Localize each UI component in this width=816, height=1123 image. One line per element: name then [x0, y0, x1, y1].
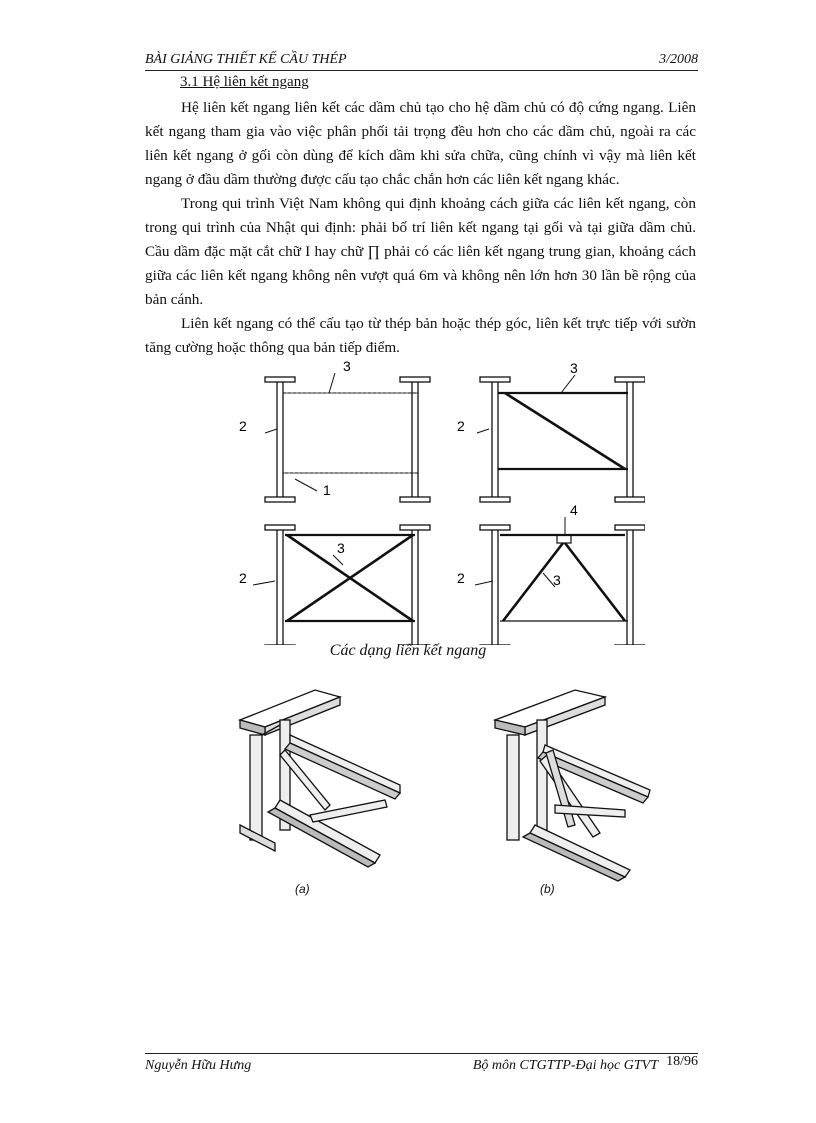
label-3-b: 3: [570, 360, 578, 376]
label-3-c: 3: [337, 540, 345, 556]
paragraph-3: Liên kết ngang có thể cấu tạo từ thép bản hoặc thép góc, liên kết trực tiếp với sườn tăng cường hoặc thông qua bản tiếp điểm.: [145, 315, 696, 356]
label-2-a: 2: [239, 418, 247, 434]
cross-bracing-types-figure: [225, 355, 645, 645]
paragraph-2: Trong qui trình Việt Nam không qui định khoảng cách giữa các liên kết ngang, còn trong qui trình của Nhật qui định: phải bố trí liên kết ngang tại gối và tại giữa dầm chủ. Cầu dầm đặc mặt cắt chữ I hay chữ ∏ phải có các liên kết ngang trung gian, khoảng cách giữa các liên kết ngang không nên vượt quá 6m và không nên lớn hơn 30 lần bề rộng của bản cánh.: [145, 195, 696, 308]
label-4: 4: [570, 502, 578, 518]
label-1: 1: [323, 482, 331, 498]
label-a: (a): [295, 882, 310, 896]
isometric-connection-figure: [235, 675, 655, 900]
isometric-view-a: [240, 690, 400, 896]
label-b: (b): [540, 882, 555, 896]
page-number: 18/96: [666, 1054, 698, 1069]
header-date: 3/2008: [659, 52, 698, 67]
isometric-view-b: [495, 690, 650, 896]
label-3-a: 3: [343, 358, 351, 374]
label-2-c: 2: [239, 570, 247, 586]
label-3-d: 3: [553, 572, 561, 588]
page-footer: [145, 1053, 698, 1076]
paragraph-1: Hệ liên kết ngang liên kết các dầm chủ tạo cho hệ dầm chủ có độ cứng ngang. Liên kết ngang tham gia vào việc phân phối tải trọng đều hơn cho các dầm chủ, ngoài ra các liên kết ngang ở gối còn dùng để kích dầm khi sửa chữa, cũng chính vì vậy mà liên kết ngang ở đầu dầm thường được cấu tạo chắc chắn hơn các liên kết ngang khác.: [145, 99, 696, 188]
body-text: [145, 96, 696, 360]
page-header: [145, 50, 698, 71]
label-2-b: 2: [457, 418, 465, 434]
footer-author: Nguyễn Hữu Hưng: [145, 1058, 252, 1073]
label-2-d: 2: [457, 570, 465, 586]
panel-single-diagonal: [457, 360, 645, 502]
header-title: BÀI GIẢNG THIẾT KẾ CẦU THÉP: [145, 52, 347, 67]
panel-x-bracing: [239, 525, 430, 645]
panel-plate-diaphragm: [239, 358, 430, 502]
figure-caption: Các dạng liên kết ngang: [329, 642, 487, 659]
section-title: 3.1 Hệ liên kết ngang: [180, 74, 309, 90]
footer-department: Bộ môn CTGTTP-Đại học GTVT: [472, 1058, 658, 1073]
panel-v-bracing: [457, 502, 645, 645]
